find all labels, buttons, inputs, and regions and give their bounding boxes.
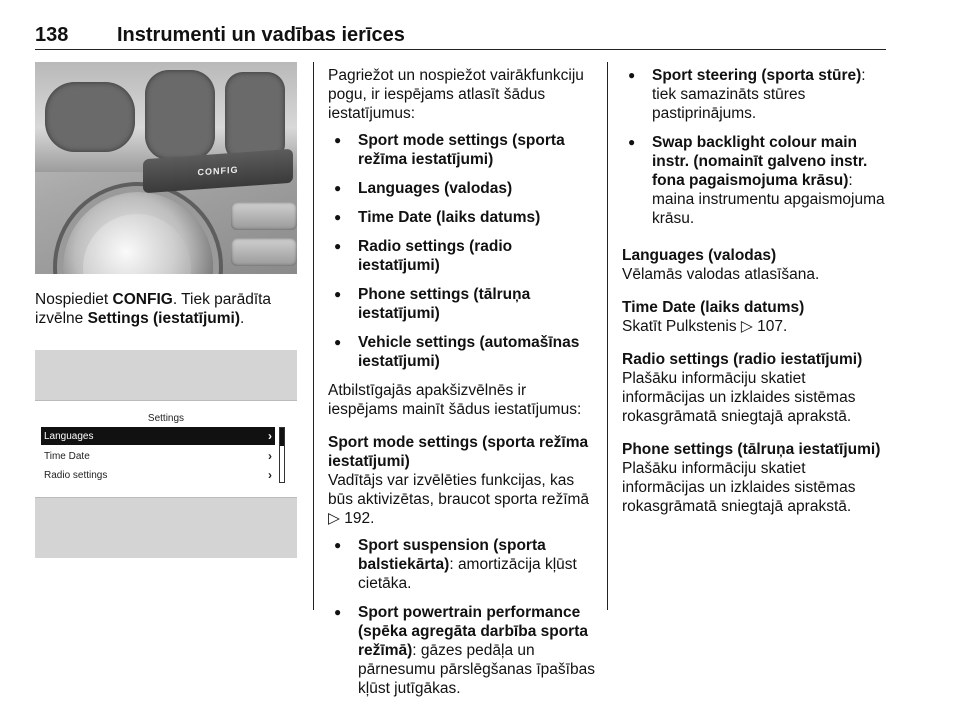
panel-recess	[145, 70, 215, 160]
list-item: ● Swap backlight colour main instr. (nomainīt galveno instr. fona pagaismojuma krāsu): maina instrumentu apgaismojuma krāsu.	[622, 133, 892, 228]
intro-text: Pagriežot un nospiežot vairākfunkciju pogu, ir iespējams atlasīt šādus iestatījumus:	[328, 67, 584, 122]
section-text: Skatīt Pulkstenis ▷ 107.	[622, 318, 788, 335]
section-heading: Phone settings (tālruņa iestatījumi)	[622, 441, 881, 458]
section-text: Plašāku informāciju skatiet informācijas un izklaides sistēmas rokasgrāmatā sniegtajā aprakstā.	[622, 460, 856, 515]
settings-list	[328, 131, 596, 371]
section-heading: Radio settings (radio iestatījumi)	[622, 351, 863, 368]
column-divider	[607, 62, 608, 610]
column-divider	[313, 62, 314, 610]
list-item: ● Sport steering (sporta stūre): tiek samazināts stūres pastiprinājums.	[622, 66, 892, 123]
page-ref-icon: ▷	[328, 510, 340, 527]
page-number: 138	[35, 24, 69, 46]
settings-screen	[35, 400, 297, 498]
menu-item-radio-settings: Radio settings ›	[41, 466, 275, 484]
side-button	[231, 202, 297, 230]
settings-screen-illustration	[35, 350, 297, 558]
column-left	[35, 62, 297, 558]
chevron-right-icon: ›	[268, 467, 272, 482]
list-item: ● Radio settings (radio iestatījumi)	[328, 237, 596, 275]
page-ref-icon: ▷	[740, 318, 753, 335]
menu-item-languages: Languages ›	[41, 427, 275, 445]
scrollbar-thumb	[280, 428, 284, 446]
section-heading: Languages (valodas)	[622, 247, 777, 264]
list-item: ● Time Date (laiks datums)	[328, 208, 596, 227]
section-text: Vēlamās valodas atlasīšana.	[622, 266, 820, 283]
sport-options-list	[328, 536, 596, 698]
list-item: ● Vehicle settings (automašīnas iestatījumi)	[328, 333, 596, 371]
list-item: ● Phone settings (tālruņa iestatījumi)	[328, 285, 596, 323]
section-text: Vadītājs var izvēlēties funkcijas, kas būs aktivizētas, braucot sporta režīmā ▷ 192.	[328, 472, 590, 527]
list-item: ● Sport suspension (sporta balstiekārta): amortizācija kļūst cietāka.	[328, 536, 596, 593]
section-heading: Time Date (laiks datums)	[622, 299, 805, 316]
column-right	[622, 66, 892, 530]
chevron-right-icon: ›	[268, 448, 272, 463]
list-item: ● Languages (valodas)	[328, 179, 596, 198]
page-title: Instrumenti un vadības ierīces	[117, 24, 405, 46]
list-item: ● Sport mode settings (sporta režīma iestatījumi)	[328, 131, 596, 169]
section-heading: Sport mode settings (sporta režīma iestatījumi)	[328, 434, 589, 470]
page-header	[35, 14, 886, 50]
photo-caption: Nospiediet CONFIG. Tiek parādīta izvēlne Settings (iestatījumi).	[35, 291, 272, 327]
list-item: ● Sport powertrain performance (spēka agregāta darbība sporta režīmā): gāzes pedāļa un pārnesumu pārslēgšanas īpašības kļūst jutīgākas.	[328, 603, 596, 698]
config-button: CONFIG	[143, 149, 293, 193]
submenu-text: Atbilstīgajās apakšizvēlnēs ir iespējams mainīt šādus iestatījumus:	[328, 382, 582, 418]
column-middle	[328, 66, 596, 708]
side-button	[231, 238, 297, 266]
screen-title: Settings	[147, 413, 185, 424]
chevron-right-icon: ›	[268, 428, 272, 443]
panel-recess	[45, 82, 135, 152]
menu-item-time-date: Time Date ›	[41, 447, 275, 465]
screen-scrollbar	[279, 427, 285, 483]
sport-options-list-continued	[622, 66, 892, 228]
config-button-photo	[35, 62, 297, 274]
panel-recess	[225, 72, 285, 162]
section-text: Plašāku informāciju skatiet informācijas un izklaides sistēmas rokasgrāmatā sniegtajā aprakstā.	[622, 370, 856, 425]
